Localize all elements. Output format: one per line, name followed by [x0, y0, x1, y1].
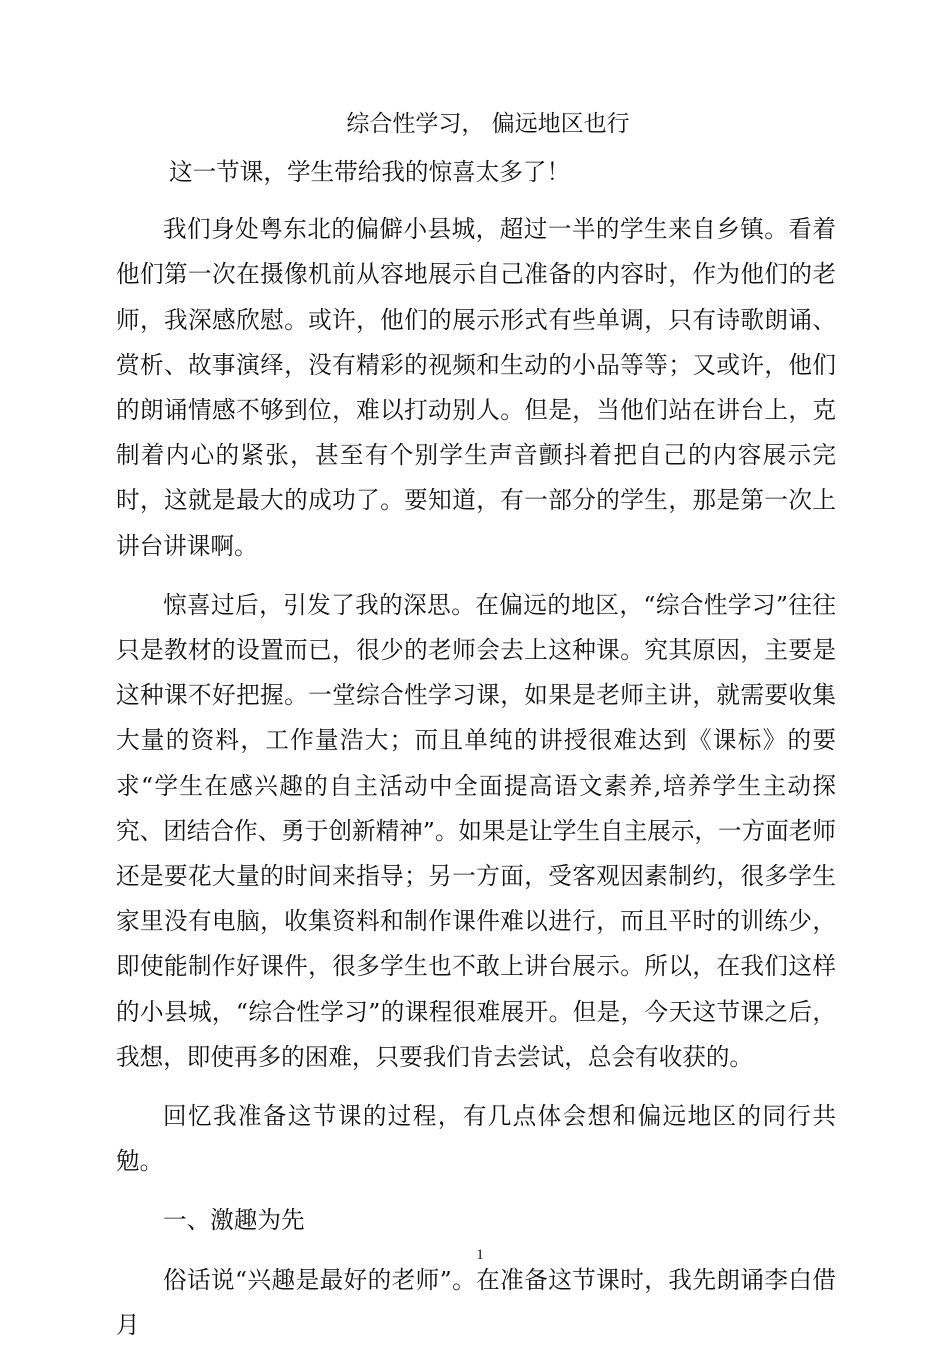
paragraph: 惊喜过后，引发了我的深思。在偏远的地区，“综合性学习”往往只是教材的设置而已，很少的老师会去上这种课。究其原因，主要是这种课不好把握。一堂综合性学习课，如果是老师主讲，就需要收集大量的资料，工作量浩大；而且单纯的讲授很难达到《课标》的要求“学生在感兴趣的自主活动中全面提高语文素养,培养学生主动探究、团结合作、勇于创新精神”。如果是让学生自主展示，一方面老师还是要花大量的时间来指导；另一方面，受客观因素制约，很多学生家里没有电脑，收集资料和制作课件难以进行，而且平时的训练少，即使能制作好课件，很多学生也不敢上讲台展示。所以，在我们这样的小县城，“综合性学习”的课程很难展开。但是，今天这节课之后，我想，即使再多的困难，只要我们肯去尝试，总会有收获的。 — [116, 590, 836, 1071]
section-heading: 一、激趣为先 — [163, 1206, 305, 1235]
paragraph: 我们身处粤东北的偏僻小县城，超过一半的学生来自乡镇。看着他们第一次在摄像机前从容地展示自己准备的内容时，作为他们的老师，我深感欣慰。或许，他们的展示形式有些单调，只有诗歌朗诵、赏析、故事演绎，没有精彩的视频和生动的小品等等；又或许，他们的朗诵情感不够到位，难以打动别人。但是，当他们站在讲台上，克制着内心的紧张，甚至有个别学生声音颤抖着把自己的内容展示完时，这就是最大的成功了。要知道，有一部分的学生，那是第一次上讲台讲课啊。 — [116, 215, 836, 560]
document-body — [116, 150, 836, 1362]
page-number: 1 — [476, 1247, 484, 1263]
paragraph: 回忆我准备这节课的过程，有几点体会想和偏远地区的同行共勉。 — [116, 1102, 836, 1176]
document-title: 综合性学习， 偏远地区也行 — [346, 111, 630, 137]
paragraph: 俗话说“兴趣是最好的老师”。在准备这节课时，我先朗诵李白借月 — [116, 1265, 836, 1339]
paragraph-intro: 这一节课，学生带给我的惊喜太多了！ — [169, 158, 571, 186]
